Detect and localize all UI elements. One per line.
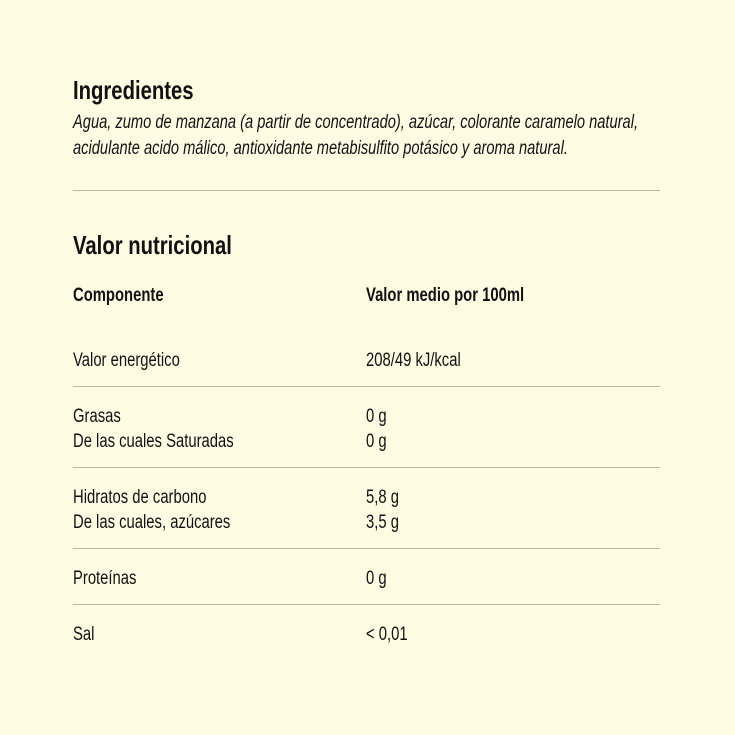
- ingredients-section: [73, 72, 660, 162]
- row-sub-label: De las cuales Saturadas: [73, 431, 234, 452]
- row-sub-value: 0 g: [366, 431, 387, 452]
- row-label: Hidratos de carbono: [73, 487, 207, 508]
- ingredients-text: Agua, zumo de manzana (a partir de concentrado), azúcar, colorante caramelo natural, acidulante acido málico, antioxidante metabisulfito potásico y aroma natural.: [73, 112, 639, 159]
- table-row-fats: [73, 387, 660, 467]
- table-row-carbohydrates: [73, 468, 660, 548]
- row-value: < 0,01: [366, 624, 408, 645]
- nutrition-table-header: [73, 283, 660, 308]
- row-label: Grasas: [73, 406, 121, 427]
- table-row-energy: [73, 348, 660, 386]
- row-label: Valor energético: [73, 350, 180, 371]
- product-info-page: [73, 72, 660, 660]
- ingredients-title: Ingredientes: [73, 75, 194, 105]
- table-row-proteins: [73, 549, 660, 604]
- row-sub-value: 3,5 g: [366, 512, 399, 533]
- section-divider: [73, 190, 660, 191]
- nutrition-title: Valor nutricional: [73, 230, 232, 260]
- row-value: 5,8 g: [366, 487, 399, 508]
- row-value: 0 g: [366, 406, 387, 427]
- nutrition-section: [73, 227, 660, 660]
- row-sub-label: De las cuales, azúcares: [73, 512, 231, 533]
- header-component: Componente: [73, 285, 164, 306]
- row-label: Proteínas: [73, 568, 137, 589]
- row-value: 208/49 kJ/kcal: [366, 350, 461, 371]
- header-value: Valor medio por 100ml: [366, 285, 525, 306]
- table-row-salt: [73, 605, 660, 660]
- row-label: Sal: [73, 624, 95, 645]
- row-value: 0 g: [366, 568, 387, 589]
